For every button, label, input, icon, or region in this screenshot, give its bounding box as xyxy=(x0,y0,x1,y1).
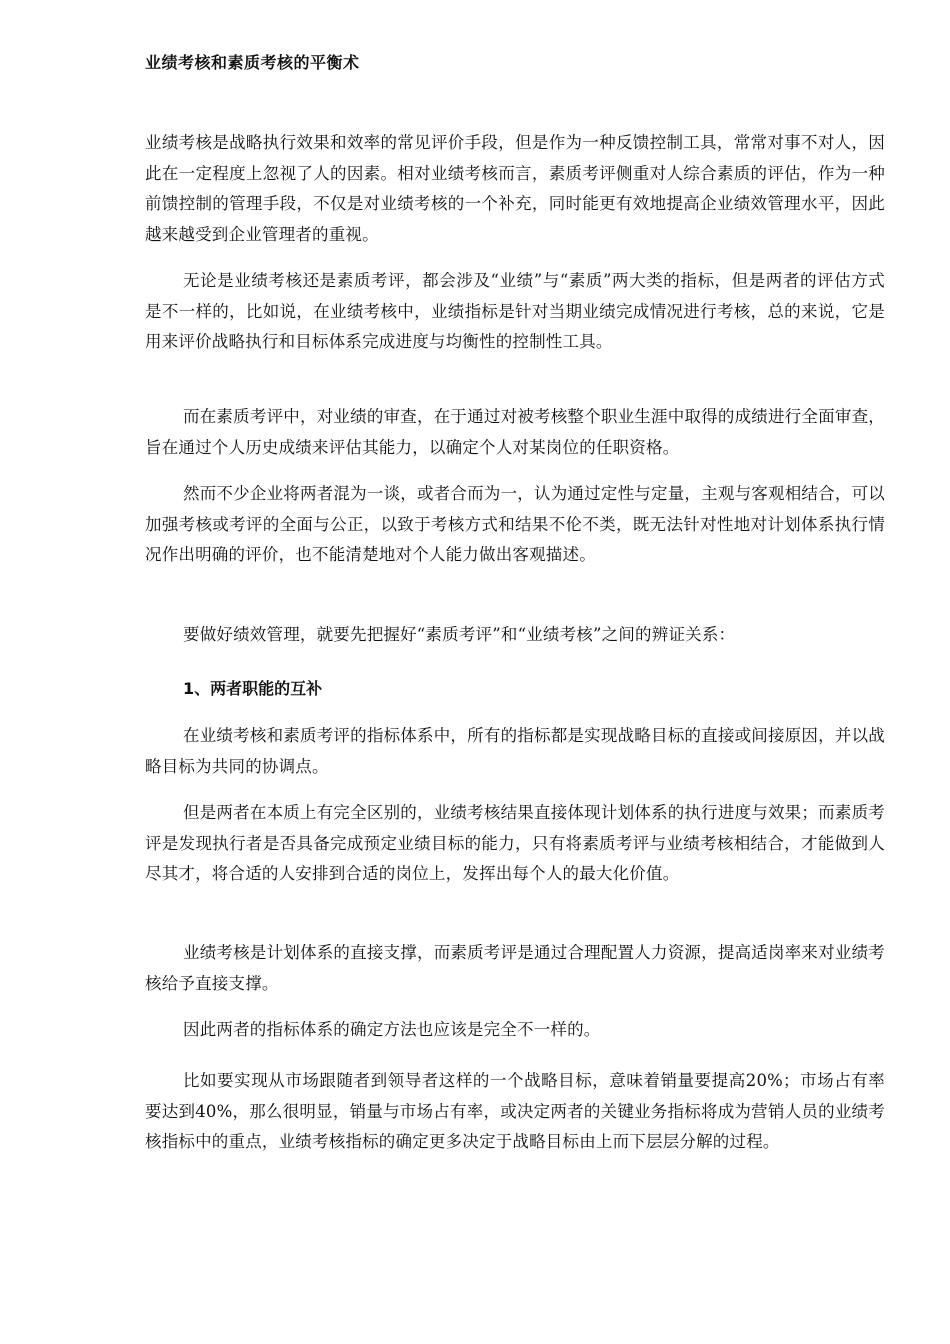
paragraph-essential-difference: 但是两者在本质上有完全区别的，业绩考核结果直接体现计划体系的执行进度与效果；而素质考评是发现执行者是否具备完成预定业绩目标的能力，只有将素质考评与业绩考核相结合，才能做到人尽其才，将合适的人安排到合适的岗位上，发挥出每个人的最大化价值。 xyxy=(145,803,885,883)
paragraph-evaluation-methods: 无论是业绩考核还是素质考评，都会涉及“业绩”与“素质”两大类的指标，但是两者的评估方式是不一样的，比如说，在业绩考核中，业绩指标是针对当期业绩完成情况进行考核，总的来说，它是用来评价战略执行和目标体系完成进度与均衡性的控制性工具。 xyxy=(145,271,885,351)
paragraph-intro: 业绩考核是战略执行效果和效率的常见评价手段，但是作为一种反馈控制工具，常常对事不对人，因此在一定程度上忽视了人的因素。相对业绩考核而言，素质考评侧重对人综合素质的评估，作为一种前馈控制的管理手段，不仅是对业绩考核的一个补充，同时能更有效地提高企业绩效管理水平，因此越来越受到企业管理者的重视。 xyxy=(145,133,885,244)
section-heading: 1、两者职能的互补 xyxy=(183,679,323,698)
paragraph-different-methods: 因此两者的指标体系的确定方法也应该是完全不一样的。 xyxy=(183,1020,601,1039)
paragraph-direct-support: 业绩考核是计划体系的直接支撑，而素质考评是通过合理配置人力资源，提高适岗率来对业绩考核给予直接支撑。 xyxy=(145,943,885,993)
paragraph-indicator-system: 在业绩考核和素质考评的指标体系中，所有的指标都是实现战略目标的直接或间接原因，并以战略目标为共同的协调点。 xyxy=(145,726,885,776)
document-title: 业绩考核和素质考核的平衡术 xyxy=(145,53,360,72)
paragraph-common-mistake: 然而不少企业将两者混为一谈，或者合而为一，认为通过定性与定量，主观与客观相结合，可以加强考核或考评的全面与公正，以致于考核方式和结果不伦不类，既无法针对性地对计划体系执行情况作出明确的评价，也不能清楚地对个人能力做出客观描述。 xyxy=(145,484,885,564)
paragraph-dialectic-intro: 要做好绩效管理，就要先把握好“素质考评”和“业绩考核”之间的辨证关系： xyxy=(183,625,736,644)
paragraph-example: 比如要实现从市场跟随者到领导者这样的一个战略目标，意味着销量要提高20%；市场占有率要达到40%，那么很明显，销量与市场占有率，或决定两者的关键业务指标将成为营销人员的业绩考核指标中的重点，业绩考核指标的确定更多决定于战略目标由上而下层层分解的过程。 xyxy=(145,1071,885,1151)
paragraph-quality-review: 而在素质考评中，对业绩的审查，在于通过对被考核整个职业生涯中取得的成绩进行全面审查，旨在通过个人历史成绩来评估其能力，以确定个人对某岗位的任职资格。 xyxy=(145,407,885,457)
